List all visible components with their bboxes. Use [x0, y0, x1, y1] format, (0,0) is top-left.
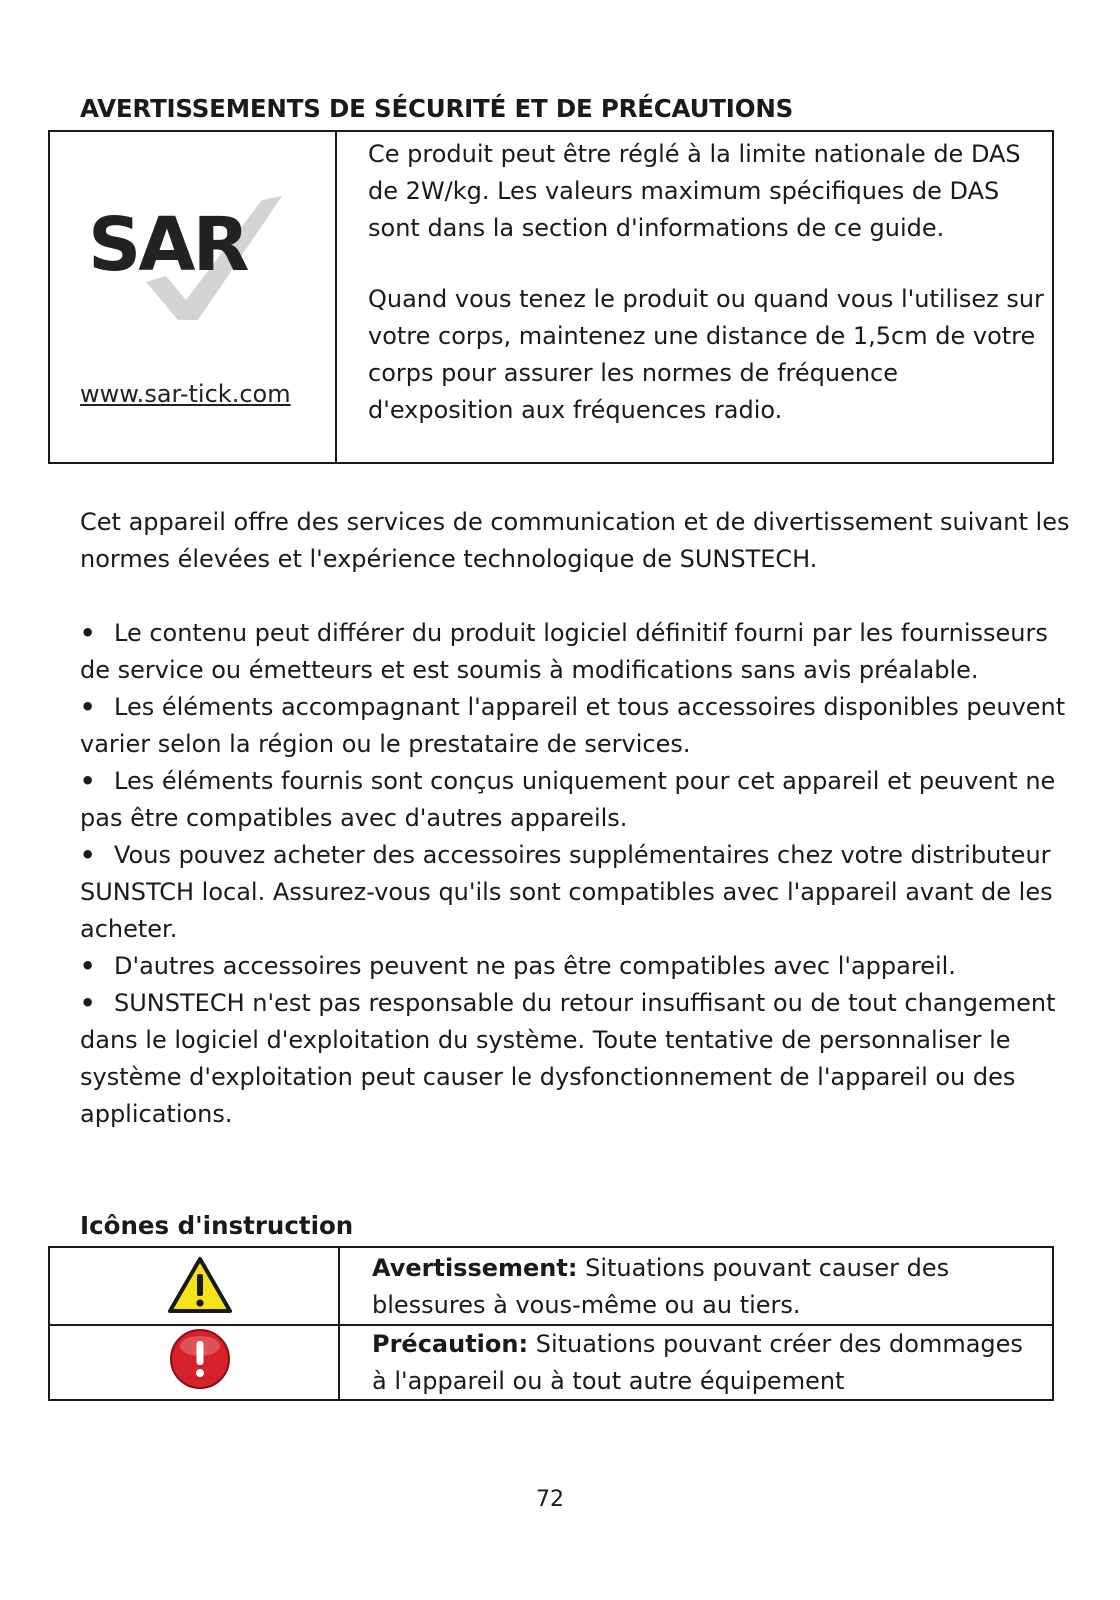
- bullet-icon: •: [80, 841, 96, 869]
- bullet-icon: •: [80, 989, 96, 1017]
- list-item: [80, 763, 1080, 837]
- caution-label: Précaution:: [372, 1330, 529, 1358]
- list-item-text: Les éléments accompagnant l'appareil et tous accessoires disponibles peuvent varier selon la région ou le prestataire de services.: [80, 693, 1066, 758]
- list-item: [80, 615, 1080, 689]
- section-heading: AVERTISSEMENTS DE SÉCURITÉ ET DE PRÉCAUTIONS: [80, 94, 794, 123]
- page-number: 72: [536, 1487, 564, 1512]
- list-item: [80, 689, 1080, 763]
- caution-icon-cell: [50, 1324, 340, 1399]
- list-item-text: SUNSTECH n'est pas responsable du retour insuffisant ou de tout changement dans le logiciel d'exploitation du système. Toute tentative de personnaliser le système d'exploitation peut causer le dysfonctionnement de l'appareil ou des applications.: [80, 989, 1056, 1128]
- sar-logo-cell: [50, 132, 337, 462]
- sar-table: [48, 130, 1054, 464]
- warning-label: Avertissement:: [372, 1254, 578, 1282]
- list-item-text: Les éléments fournis sont conçus uniquement pour cet appareil et peuvent ne pas être compatibles avec d'autres appareils.: [80, 767, 1056, 832]
- sar-paragraph: Quand vous tenez le produit ou quand vous l'utilisez sur votre corps, maintenez une distance de 1,5cm de votre corps pour assurer les normes de fréquence d'exposition aux fréquences radio.: [368, 285, 1044, 424]
- sar-tick-logo: [86, 196, 296, 336]
- precaution-list: [80, 615, 1080, 1133]
- warning-description: [372, 1250, 1032, 1324]
- warning-text: Situations pouvant causer des blessures à vous-même ou au tiers.: [372, 1254, 950, 1319]
- sar-logo-text: SAR: [88, 202, 247, 288]
- warning-icon-cell: [50, 1248, 340, 1324]
- sar-paragraph: Ce produit peut être réglé à la limite nationale de DAS de 2W/kg. Les valeurs maximum spécifiques de DAS sont dans la section d'informations de ce guide.: [368, 140, 1021, 242]
- caution-circle-icon: [168, 1328, 232, 1390]
- caution-text: Situations pouvant créer des dommages à l'appareil ou à tout autre équipement: [372, 1330, 1023, 1395]
- intro-paragraph: Cet appareil offre des services de communication et de divertissement suivant les normes élevées et l'expérience technologique de SUNSTECH.: [80, 508, 1070, 573]
- list-item-text: Vous pouvez acheter des accessoires supplémentaires chez votre distributeur SUNSTCH local. Assurez-vous qu'ils sont compatibles avec l'appareil avant de les acheter.: [80, 841, 1053, 943]
- list-item-text: D'autres accessoires peuvent ne pas être compatibles avec l'appareil.: [114, 952, 956, 980]
- list-item-text: Le contenu peut différer du produit logiciel définitif fourni par les fournisseurs de service ou émetteurs et est soumis à modifications sans avis préalable.: [80, 619, 1048, 684]
- bullet-icon: •: [80, 767, 96, 795]
- instruction-icons-table: [48, 1246, 1054, 1401]
- list-item: [80, 948, 1080, 985]
- warning-row: [50, 1248, 1052, 1326]
- bullet-icon: •: [80, 952, 96, 980]
- caution-row: [50, 1324, 1052, 1399]
- bullet-icon: •: [80, 693, 96, 721]
- icons-heading: Icônes d'instruction: [80, 1211, 354, 1240]
- sar-text-cell: [368, 136, 1044, 429]
- list-item: [80, 837, 1080, 948]
- sar-tick-link[interactable]: www.sar-tick.com: [80, 380, 291, 408]
- caution-description: [372, 1326, 1032, 1400]
- list-item: [80, 985, 1080, 1133]
- warning-triangle-icon: [168, 1256, 232, 1314]
- bullet-icon: •: [80, 619, 96, 647]
